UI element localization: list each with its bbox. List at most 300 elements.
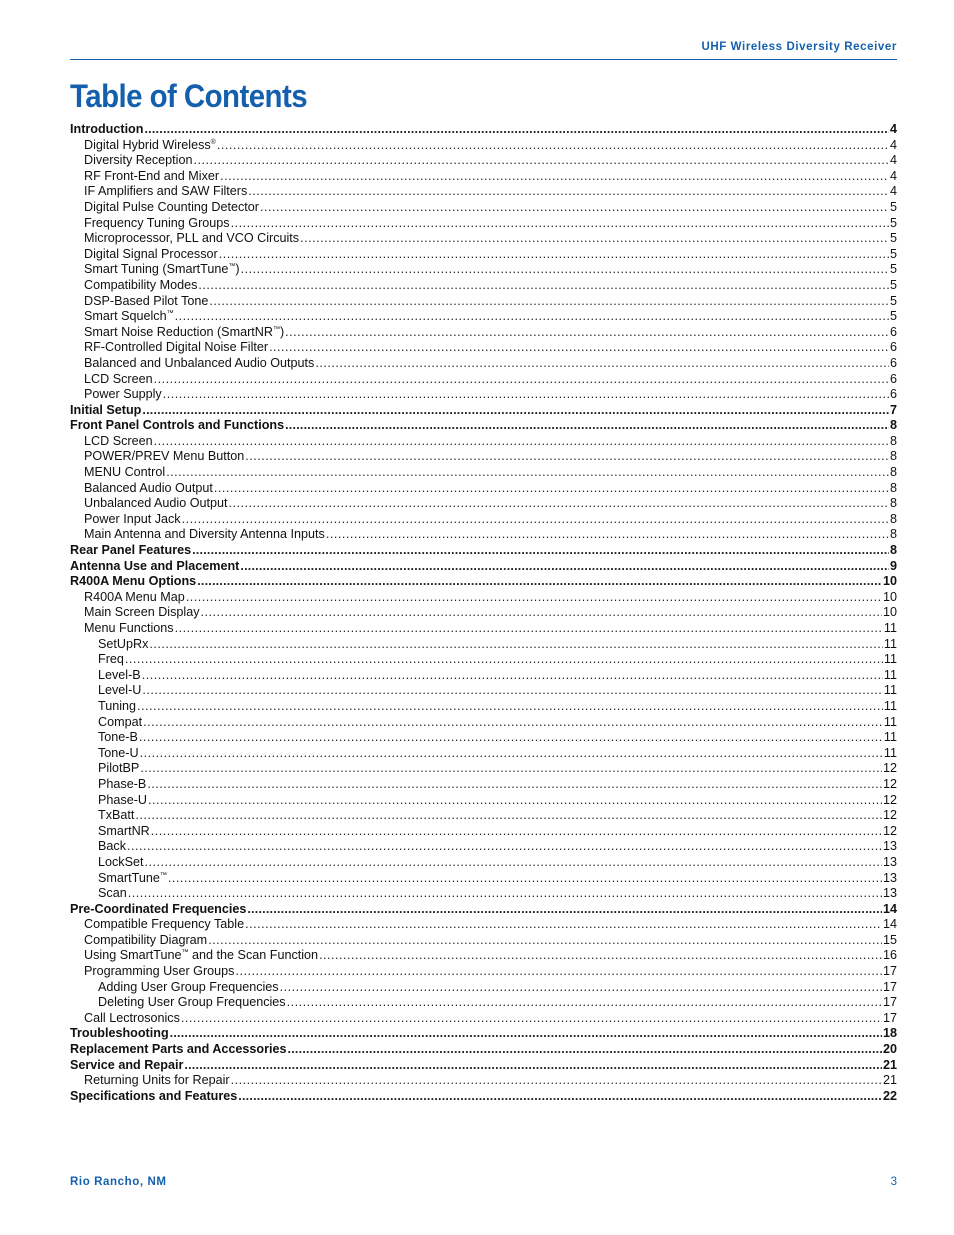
toc-entry[interactable] xyxy=(70,138,897,154)
toc-entry-page: 5 xyxy=(889,309,897,324)
toc-entry[interactable] xyxy=(70,793,897,809)
dot-leader xyxy=(287,995,882,1011)
toc-entry-label xyxy=(70,855,144,871)
trademark-mark: ™ xyxy=(159,871,167,879)
toc-entry-page: 6 xyxy=(889,371,897,386)
toc-entry[interactable] xyxy=(70,1042,897,1058)
toc-entry[interactable] xyxy=(70,465,897,481)
toc-entry[interactable] xyxy=(70,933,897,949)
dot-leader xyxy=(154,372,889,388)
toc-entry[interactable] xyxy=(70,730,897,746)
dot-leader xyxy=(315,356,889,372)
toc-entry-text: PilotBP xyxy=(98,761,140,776)
toc-entry-page: 12 xyxy=(882,761,897,776)
toc-entry-text: Power Supply xyxy=(84,387,162,402)
toc-entry-label xyxy=(70,777,146,793)
dot-leader xyxy=(151,824,882,840)
toc-entry[interactable] xyxy=(70,980,897,996)
toc-entry-label xyxy=(70,886,127,902)
toc-entry-page: 5 xyxy=(889,277,897,292)
toc-entry-label xyxy=(70,590,185,606)
toc-entry-label xyxy=(70,216,230,232)
toc-entry-text: SmartNR xyxy=(98,823,150,838)
toc-entry-text: MENU Control xyxy=(84,465,166,480)
trademark-mark: ™ xyxy=(228,263,236,271)
dot-leader xyxy=(140,761,882,777)
toc-entry[interactable] xyxy=(70,527,897,543)
running-header-title: UHF Wireless Diversity Receiver xyxy=(701,41,897,53)
toc-entry-label xyxy=(70,512,181,528)
toc-entry-text: Tone-B xyxy=(98,730,138,745)
toc-entry-label xyxy=(70,278,197,294)
toc-entry-label xyxy=(70,871,167,887)
toc-entry[interactable] xyxy=(70,605,897,621)
toc-entry-label xyxy=(70,730,138,746)
toc-entry-label xyxy=(70,605,200,621)
dot-leader xyxy=(248,184,889,200)
footer-page-number: 3 xyxy=(890,1176,897,1188)
dot-leader xyxy=(166,465,889,481)
toc-entry[interactable] xyxy=(70,1026,897,1042)
toc-entry-text: R400A Menu Options xyxy=(70,574,197,589)
toc-entry-page: 5 xyxy=(889,262,897,277)
toc-entry-text: POWER/PREV Menu Button xyxy=(84,449,245,464)
toc-entry[interactable] xyxy=(70,294,897,310)
toc-entry-page: 17 xyxy=(882,1010,897,1025)
toc-entry-label xyxy=(70,527,325,543)
dot-leader xyxy=(235,964,882,980)
toc-entry-page: 4 xyxy=(889,137,897,152)
toc-entry[interactable] xyxy=(70,356,897,372)
toc-entry-label xyxy=(70,496,228,512)
toc-entry-label xyxy=(70,1026,169,1042)
toc-entry[interactable] xyxy=(70,496,897,512)
toc-entry[interactable] xyxy=(70,309,897,325)
toc-entry-text: SmartTune xyxy=(98,870,160,885)
toc-entry[interactable] xyxy=(70,231,897,247)
dot-leader xyxy=(168,871,882,887)
dot-leader xyxy=(326,527,889,543)
toc-entry-label xyxy=(70,481,213,497)
toc-entry-text: RF Front-End and Mixer xyxy=(84,168,220,183)
toc-entry-label xyxy=(70,200,259,216)
toc-entry-label xyxy=(70,1011,180,1027)
toc-entry-label xyxy=(70,356,314,372)
toc-entry-text: Pre-Coordinated Frequencies xyxy=(70,901,247,916)
toc-entry-page: 12 xyxy=(882,823,897,838)
toc-entry[interactable] xyxy=(70,683,897,699)
toc-entry[interactable] xyxy=(70,824,897,840)
toc-entry[interactable] xyxy=(70,995,897,1011)
toc-entry[interactable] xyxy=(70,621,897,637)
toc-entry-page: 13 xyxy=(882,839,897,854)
toc-entry-text: Microprocessor, PLL and VCO Circuits xyxy=(84,231,300,246)
toc-entry-label xyxy=(70,1058,183,1074)
toc-entry[interactable] xyxy=(70,715,897,731)
trademark-mark: ™ xyxy=(272,325,280,333)
dot-leader xyxy=(175,309,889,325)
toc-entry[interactable] xyxy=(70,200,897,216)
dot-leader xyxy=(245,449,889,465)
toc-entry-text: Compat xyxy=(98,714,143,729)
toc-entry[interactable] xyxy=(70,262,897,278)
toc-entry-text: Balanced Audio Output xyxy=(84,480,213,495)
toc-entry-page: 11 xyxy=(883,745,897,760)
toc-entry-text: Smart Noise Reduction (SmartNR xyxy=(84,324,273,339)
dot-leader xyxy=(319,948,882,964)
toc-entry-label xyxy=(70,247,218,263)
toc-entry-label xyxy=(70,808,134,824)
toc-entry-text: Tone-U xyxy=(98,745,139,760)
toc-entry-page: 11 xyxy=(883,683,897,698)
toc-entry-label xyxy=(70,559,239,575)
toc-entry-text: Initial Setup xyxy=(70,402,142,417)
dot-leader xyxy=(163,387,889,403)
toc-entry-page: 6 xyxy=(889,340,897,355)
dot-leader xyxy=(147,777,882,793)
toc-entry[interactable] xyxy=(70,574,897,590)
toc-entry-text: Troubleshooting xyxy=(70,1026,169,1041)
dot-leader xyxy=(142,683,883,699)
dot-leader xyxy=(181,1011,882,1027)
toc-entry-text: Programming User Groups xyxy=(84,964,235,979)
toc-entry-page: 11 xyxy=(883,698,897,713)
toc-entry-page: 5 xyxy=(889,293,897,308)
toc-entry-label xyxy=(70,294,208,310)
toc-entry-page: 6 xyxy=(889,355,897,370)
dot-leader xyxy=(260,200,889,216)
toc-entry-page: 9 xyxy=(889,558,897,573)
dot-leader xyxy=(214,481,889,497)
dot-leader xyxy=(300,231,889,247)
toc-entry-text: RF-Controlled Digital Noise Filter xyxy=(84,340,269,355)
toc-entry-page: 8 xyxy=(889,433,897,448)
dot-leader xyxy=(285,325,889,341)
toc-entry-text: Introduction xyxy=(70,122,144,136)
toc-entry[interactable] xyxy=(70,153,897,169)
toc-entry-text: Level-B xyxy=(98,667,141,682)
toc-entry-label xyxy=(70,948,318,964)
dot-leader xyxy=(209,294,889,310)
toc-entry-label xyxy=(70,340,268,356)
toc-entry-text: Returning Units for Repair xyxy=(84,1073,230,1088)
dot-leader xyxy=(231,1073,882,1089)
toc-entry-page: 4 xyxy=(889,122,897,136)
toc-entry-text: Phase-B xyxy=(98,776,147,791)
toc-entry[interactable] xyxy=(70,1058,897,1074)
toc-entry-text: Antenna Use and Placement xyxy=(70,558,240,573)
toc-entry-text: Using SmartTune xyxy=(84,948,182,963)
toc-entry-text: Tuning xyxy=(98,698,137,713)
toc-entry-page: 4 xyxy=(889,184,897,199)
toc-entry[interactable] xyxy=(70,964,897,980)
trademark-mark: ™ xyxy=(181,949,189,957)
toc-entry-label xyxy=(70,465,165,481)
toc-entry-page: 5 xyxy=(889,215,897,230)
toc-entry-label xyxy=(70,621,174,637)
dot-leader xyxy=(148,793,882,809)
toc-entry-label xyxy=(70,824,150,840)
toc-entry-text: LockSet xyxy=(98,854,144,869)
toc-entry-text: Compatible Frequency Table xyxy=(84,917,245,932)
toc-entry-text: R400A Menu Map xyxy=(84,589,185,604)
toc-entry-label xyxy=(70,668,141,684)
dot-leader xyxy=(201,605,882,621)
toc-entry[interactable] xyxy=(70,886,897,902)
toc-entry-text: Digital Pulse Counting Detector xyxy=(84,199,260,214)
toc-entry[interactable] xyxy=(70,512,897,528)
dot-leader xyxy=(184,1058,882,1074)
toc-entry-label xyxy=(70,543,191,559)
toc-entry-label xyxy=(70,574,196,590)
toc-entry[interactable] xyxy=(70,1089,897,1105)
toc-entry-text: TxBatt xyxy=(98,808,135,823)
toc-entry-text: Back xyxy=(98,839,126,854)
toc-entry-text: Smart Squelch xyxy=(84,309,167,324)
toc-entry[interactable] xyxy=(70,434,897,450)
toc-entry-page: 17 xyxy=(882,995,897,1010)
toc-entry[interactable] xyxy=(70,590,897,606)
toc-entry-label xyxy=(70,933,207,949)
toc-entry-label xyxy=(70,793,147,809)
page-title: Table of Contents xyxy=(70,78,308,114)
toc-entry[interactable] xyxy=(70,278,897,294)
toc-entry[interactable] xyxy=(70,122,897,138)
trademark-mark: ® xyxy=(210,138,216,146)
dot-leader xyxy=(145,855,882,871)
toc-entry[interactable] xyxy=(70,746,897,762)
toc-entry[interactable] xyxy=(70,777,897,793)
toc-entry-label xyxy=(70,1089,237,1105)
toc-entry-page: 14 xyxy=(882,917,897,932)
toc-entry-page: 11 xyxy=(883,667,897,682)
toc-entry-page: 12 xyxy=(882,792,897,807)
toc-entry-page: 6 xyxy=(889,387,897,402)
toc-entry-label xyxy=(70,387,162,403)
dot-leader xyxy=(288,1042,882,1058)
toc-entry[interactable] xyxy=(70,247,897,263)
toc-entry-text: IF Amplifiers and SAW Filters xyxy=(84,184,248,199)
toc-entry-label xyxy=(70,403,141,419)
toc-entry-label xyxy=(70,652,124,668)
dot-leader xyxy=(247,902,882,918)
toc-entry-text: Front Panel Controls and Functions xyxy=(70,418,285,433)
toc-entry[interactable] xyxy=(70,1011,897,1027)
toc-entry-label xyxy=(70,839,126,855)
toc-entry-text: Deleting User Group Frequencies xyxy=(98,995,286,1010)
toc-entry-text: Call Lectrosonics xyxy=(84,1010,180,1025)
toc-entry-text: Level-U xyxy=(98,683,142,698)
toc-entry-label xyxy=(70,262,240,278)
toc-entry[interactable] xyxy=(70,699,897,715)
toc-entry-page: 7 xyxy=(889,402,897,417)
toc-entry-label xyxy=(70,1042,287,1058)
toc-entry[interactable] xyxy=(70,184,897,200)
toc-entry-label xyxy=(70,449,244,465)
toc-entry-label xyxy=(70,964,234,980)
dot-leader xyxy=(140,746,883,762)
dot-leader xyxy=(194,153,889,169)
dot-leader xyxy=(208,933,882,949)
toc-entry[interactable] xyxy=(70,559,897,575)
dot-leader xyxy=(182,512,889,528)
toc-entry-text: Digital Hybrid Wireless xyxy=(84,137,211,152)
toc-entry-label xyxy=(70,637,148,653)
dot-leader xyxy=(149,637,883,653)
toc-entry-label xyxy=(70,309,174,325)
toc-entry[interactable] xyxy=(70,325,897,341)
toc-entry-page: 4 xyxy=(889,153,897,168)
dot-leader xyxy=(231,216,889,232)
toc-entry-label xyxy=(70,1073,230,1089)
toc-entry-page: 13 xyxy=(882,886,897,901)
toc-entry-page: 6 xyxy=(889,324,897,339)
toc-entry-page: 14 xyxy=(882,901,897,916)
toc-entry-page: 11 xyxy=(883,652,897,667)
toc-entry-text: Menu Functions xyxy=(84,621,174,635)
toc-entry[interactable] xyxy=(70,403,897,419)
dot-leader xyxy=(143,715,883,731)
toc-entry-label xyxy=(70,138,216,154)
toc-entry[interactable] xyxy=(70,917,897,933)
toc-entry[interactable] xyxy=(70,808,897,824)
toc-entry[interactable] xyxy=(70,761,897,777)
toc-entry-text: Service and Repair xyxy=(70,1057,184,1072)
dot-leader xyxy=(240,559,889,575)
toc-entry-page: 8 xyxy=(889,496,897,511)
toc-entry[interactable] xyxy=(70,216,897,232)
toc-entry-text: Power Input Jack xyxy=(84,511,181,526)
toc-entry-page: 13 xyxy=(882,870,897,885)
dot-leader xyxy=(285,418,889,434)
toc-entry-page: 10 xyxy=(882,605,897,620)
dot-leader xyxy=(217,138,889,154)
toc-entry-label xyxy=(70,995,286,1011)
toc-entry-text: Scan xyxy=(98,886,127,901)
dot-leader xyxy=(186,590,882,606)
toc-entry-page: 8 xyxy=(889,543,897,558)
toc-entry-page: 5 xyxy=(889,246,897,261)
toc-entry-text-suffix: and the Scan Function xyxy=(188,948,319,963)
toc-entry-page: 17 xyxy=(882,979,897,994)
toc-entry-page: 15 xyxy=(882,932,897,947)
toc-entry-page: 10 xyxy=(882,574,897,589)
toc-entry[interactable] xyxy=(70,948,897,964)
toc-entry[interactable] xyxy=(70,449,897,465)
toc-entry-page: 21 xyxy=(882,1073,897,1088)
toc-entry[interactable] xyxy=(70,652,897,668)
trademark-mark: ™ xyxy=(166,310,174,318)
toc-entry[interactable] xyxy=(70,372,897,388)
toc-entry-text: Digital Signal Processor xyxy=(84,246,218,261)
toc-entry-text-suffix: ) xyxy=(279,324,285,339)
toc-entry-page: 5 xyxy=(889,199,897,214)
dot-leader xyxy=(219,247,889,263)
toc-entry-page: 8 xyxy=(889,465,897,480)
dot-leader xyxy=(125,652,883,668)
toc-entry-page: 17 xyxy=(882,964,897,979)
toc-entry-label xyxy=(70,372,153,388)
toc-entry[interactable] xyxy=(70,668,897,684)
toc-entry[interactable] xyxy=(70,871,897,887)
toc-entry[interactable] xyxy=(70,340,897,356)
toc-entry-page: 21 xyxy=(882,1057,897,1072)
dot-leader xyxy=(142,668,883,684)
dot-leader xyxy=(197,574,882,590)
toc-entry[interactable] xyxy=(70,855,897,871)
toc-entry-text: Freq xyxy=(98,652,124,667)
toc-entry-label xyxy=(70,902,246,918)
toc-entry-label xyxy=(70,184,247,200)
toc-entry-text: Compatibility Diagram xyxy=(84,932,208,947)
toc-entry-page: 11 xyxy=(883,730,897,745)
toc-entry-label xyxy=(70,699,136,715)
dot-leader xyxy=(144,122,889,138)
toc-entry[interactable] xyxy=(70,543,897,559)
toc-entry[interactable] xyxy=(70,169,897,185)
dot-leader xyxy=(135,808,882,824)
toc-entry-text: SetUpRx xyxy=(98,636,149,651)
toc-entry[interactable] xyxy=(70,418,897,434)
toc-entry-text: LCD Screen xyxy=(84,433,153,448)
toc-entry-label xyxy=(70,169,219,185)
dot-leader xyxy=(137,699,883,715)
toc-entry-label xyxy=(70,746,139,762)
table-of-contents xyxy=(70,122,897,1104)
toc-entry-text: LCD Screen xyxy=(84,371,153,386)
toc-entry-text: Adding User Group Frequencies xyxy=(98,979,279,994)
toc-entry-page: 8 xyxy=(889,449,897,464)
toc-entry-page: 16 xyxy=(882,948,897,963)
dot-leader xyxy=(238,1089,882,1105)
toc-entry-page: 8 xyxy=(889,480,897,495)
dot-leader xyxy=(175,621,883,637)
dot-leader xyxy=(269,340,889,356)
toc-entry-page: 8 xyxy=(889,527,897,542)
toc-entry-text: Frequency Tuning Groups xyxy=(84,215,230,230)
toc-entry-page: 4 xyxy=(889,168,897,183)
dot-leader xyxy=(198,278,889,294)
toc-entry-text: Replacement Parts and Accessories xyxy=(70,1042,287,1057)
toc-entry-page: 11 xyxy=(883,621,897,635)
toc-entry[interactable] xyxy=(70,481,897,497)
toc-entry[interactable] xyxy=(70,387,897,403)
toc-entry-page: 10 xyxy=(882,589,897,604)
toc-entry[interactable] xyxy=(70,637,897,653)
toc-entry-text: Diversity Reception xyxy=(84,153,193,168)
dot-leader xyxy=(139,730,883,746)
toc-entry-text: Main Antenna and Diversity Antenna Inputs xyxy=(84,527,325,542)
toc-entry[interactable] xyxy=(70,839,897,855)
toc-entry-text: Compatibility Modes xyxy=(84,277,198,292)
header-divider xyxy=(70,59,897,60)
toc-entry-page: 20 xyxy=(882,1042,897,1057)
toc-entry-page: 8 xyxy=(889,418,897,433)
toc-entry[interactable] xyxy=(70,902,897,918)
toc-entry-text: Rear Panel Features xyxy=(70,543,192,558)
dot-leader xyxy=(192,543,889,559)
toc-entry-label xyxy=(70,715,142,731)
toc-entry-text: Balanced and Unbalanced Audio Outputs xyxy=(84,355,315,370)
footer-location: Rio Rancho, NM xyxy=(70,1176,167,1188)
toc-entry-text: Phase-U xyxy=(98,792,147,807)
toc-entry[interactable] xyxy=(70,1073,897,1089)
toc-entry-page: 12 xyxy=(882,776,897,791)
toc-entry-page: 11 xyxy=(883,636,897,651)
dot-leader xyxy=(280,980,882,996)
toc-entry-label xyxy=(70,153,193,169)
toc-entry-label xyxy=(70,683,141,699)
